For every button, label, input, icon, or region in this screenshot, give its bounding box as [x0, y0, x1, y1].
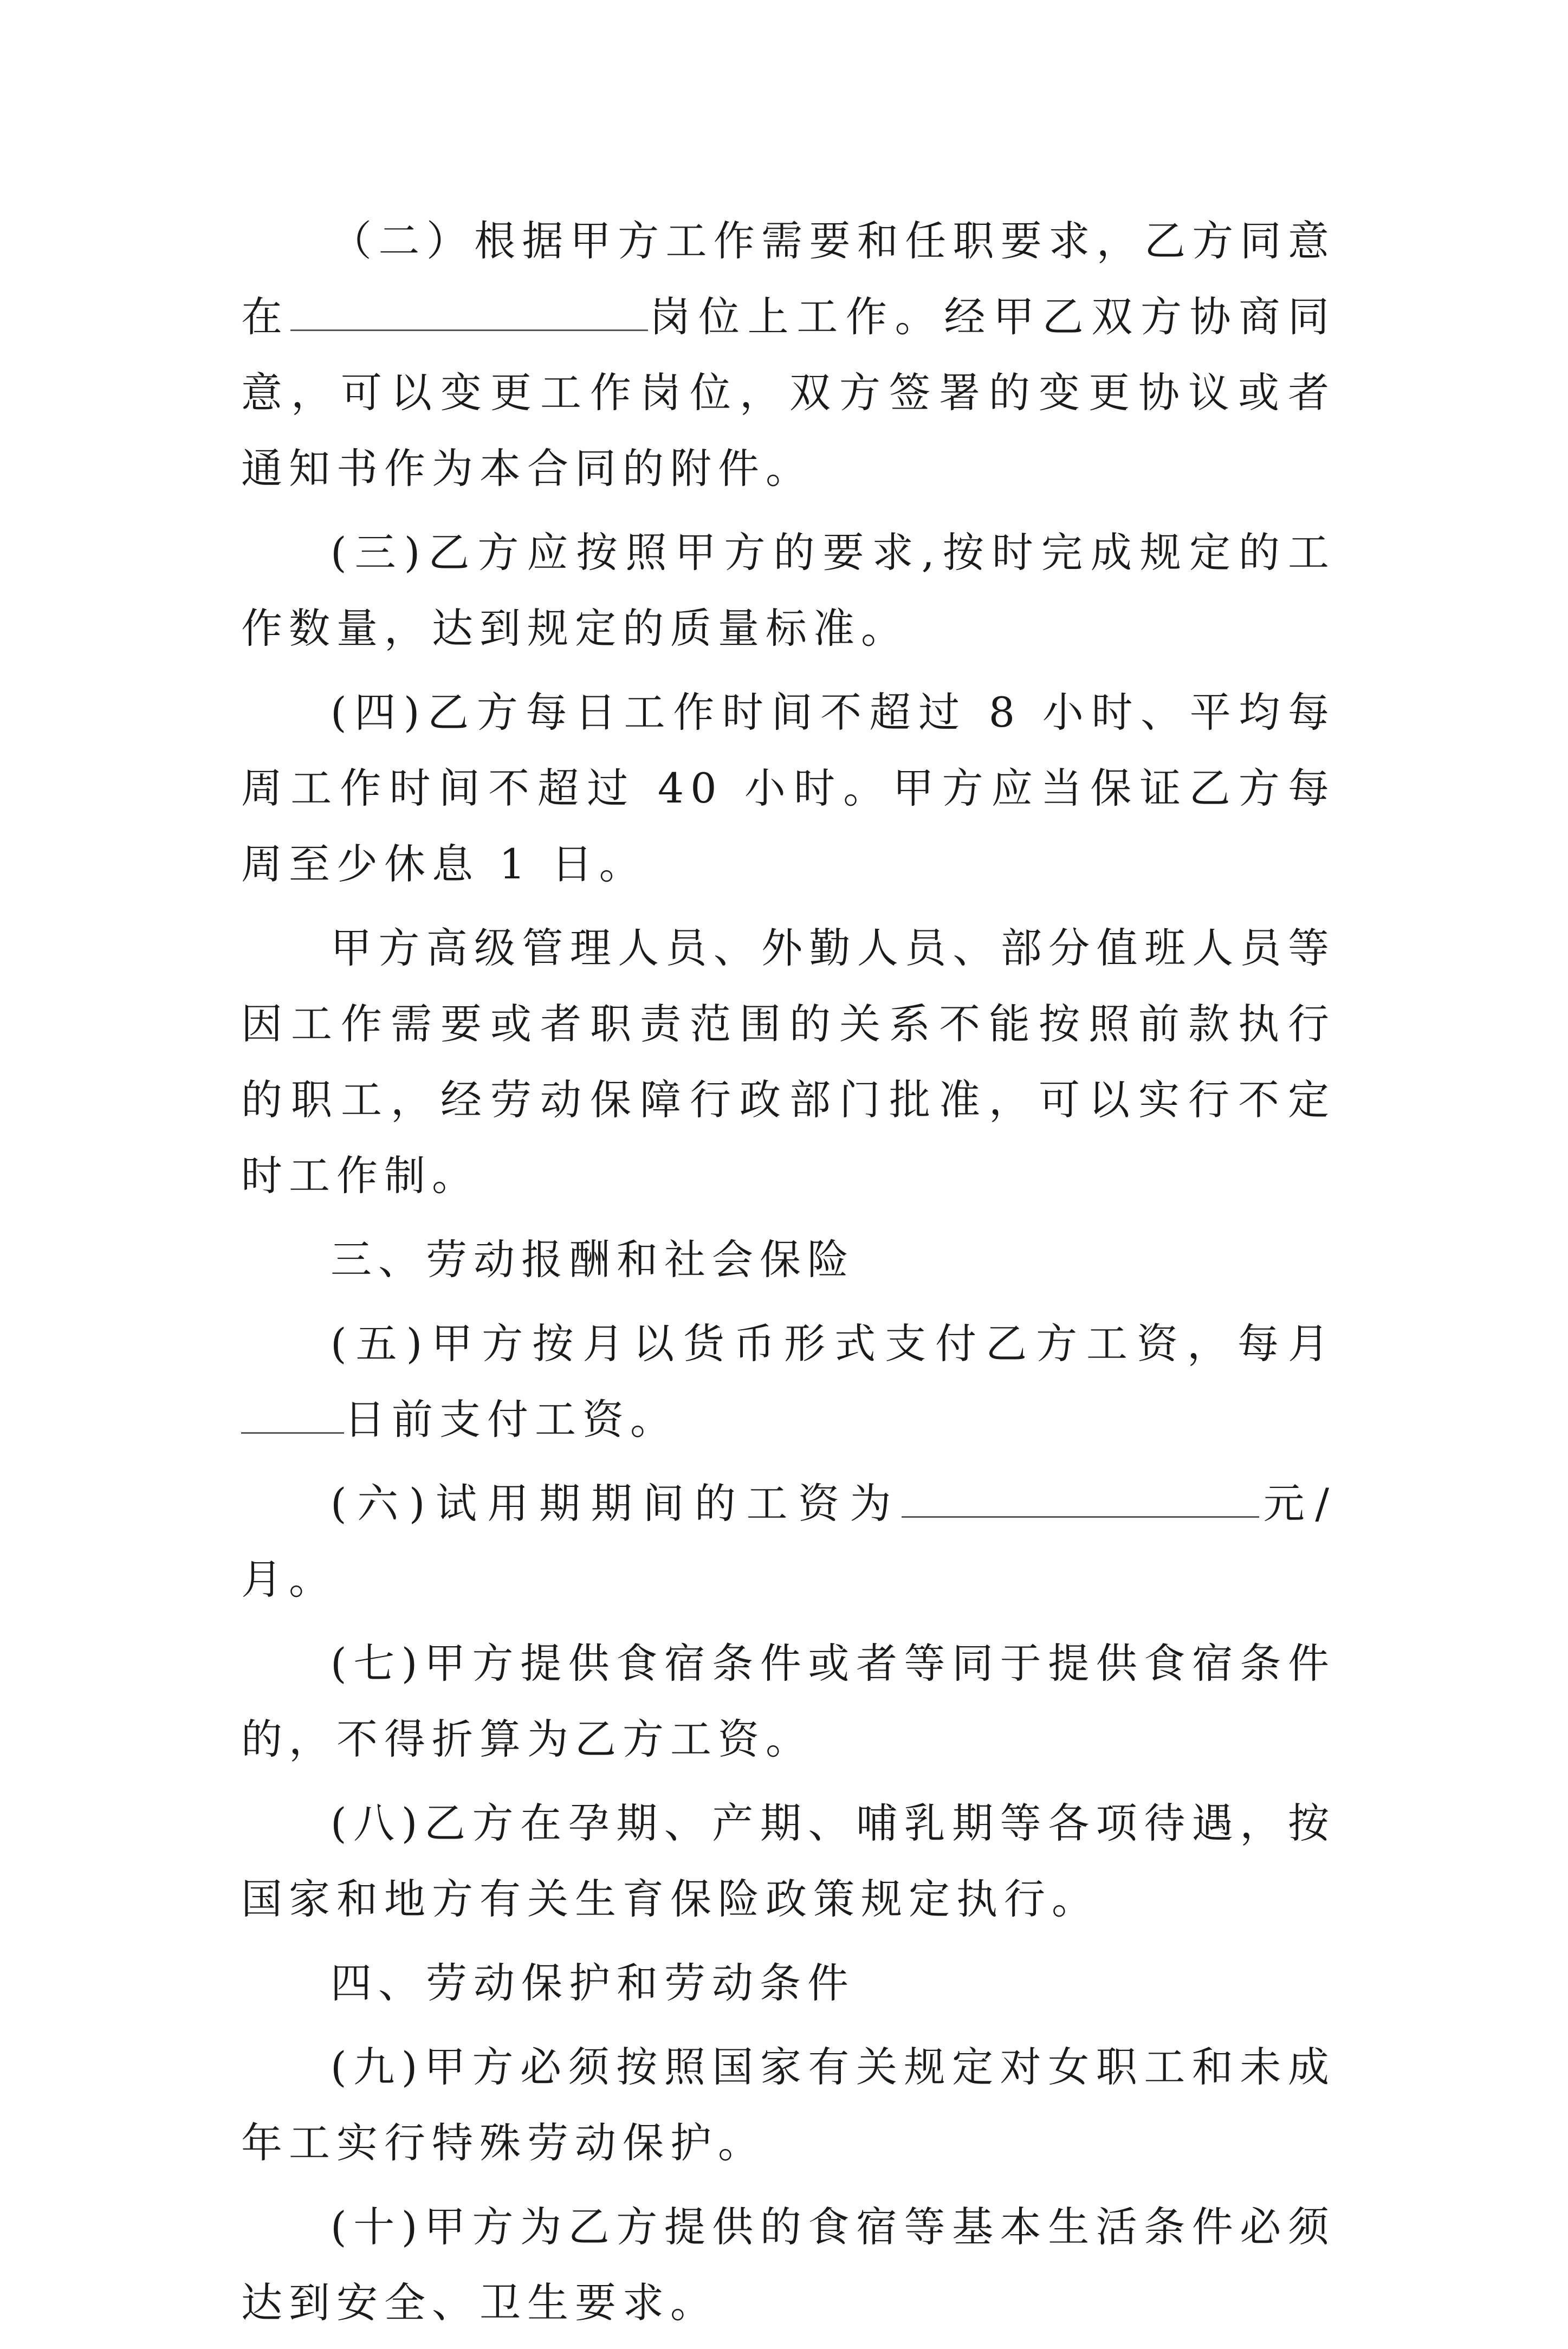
section-heading-3: 三、劳动报酬和社会保险: [331, 1235, 855, 1284]
clause-4-supplement: 甲方高级管理人员、外勤人员、部分值班人员等因工作需要或者职责范围的关系不能按照前款执行的职工，经劳动保障行政部门批准，可以实行不定时工作制。: [241, 924, 1336, 1200]
clause-5-text-after: 日前支付工资。: [344, 1395, 678, 1444]
clause-2-text-after: 岗位上工作。经甲乙双方协商同意，可以变更工作岗位，双方签署的变更协议或者通知书作为本合同的附件。: [241, 293, 1336, 493]
section-heading-4: 四、劳动保护和劳动条件: [331, 1959, 855, 2007]
clause-5-text-before: (五)甲方按月以货币形式支付乙方工资，每月: [331, 1319, 1336, 1368]
clause-2-prefix: （二）: [331, 217, 475, 265]
clause-3: (三)乙方应按照甲方的要求,按时完成规定的工作数量，达到规定的质量标准。: [241, 528, 1336, 652]
clause-9: (九)甲方必须按照国家有关规定对女职工和未成年工实行特殊劳动保护。: [241, 2043, 1336, 2167]
clause-6: [241, 1466, 1336, 1617]
clause-5: [241, 1306, 1336, 1458]
clause-4: (四)乙方每日工作时间不超过 8 小时、平均每周工作时间不超过 40 小时。甲方应当保证乙方每周至少休息 1 日。: [241, 688, 1336, 888]
clause-2: [241, 203, 1336, 507]
clause-10: (十)甲方为乙方提供的食宿等基本生活条件必须达到安全、卫生要求。: [241, 2203, 1336, 2327]
probation-wage-blank[interactable]: [902, 1478, 1259, 1518]
clause-6-text-before: (六)试用期期间的工资为: [331, 1479, 902, 1528]
clause-6-text-after: 元/月。: [241, 1479, 1336, 1603]
payday-blank[interactable]: [241, 1394, 344, 1434]
position-blank[interactable]: [290, 292, 648, 331]
clause-2-text-before: 根据甲方工作需要和任职要求，乙方同意在: [241, 217, 1336, 341]
document-body: [241, 203, 1336, 2349]
clause-7: (七)甲方提供食宿条件或者等同于提供食宿条件的，不得折算为乙方工资。: [241, 1639, 1336, 1763]
clause-8: (八)乙方在孕期、产期、哺乳期等各项待遇，按国家和地方有关生育保险政策规定执行。: [241, 1799, 1336, 1923]
